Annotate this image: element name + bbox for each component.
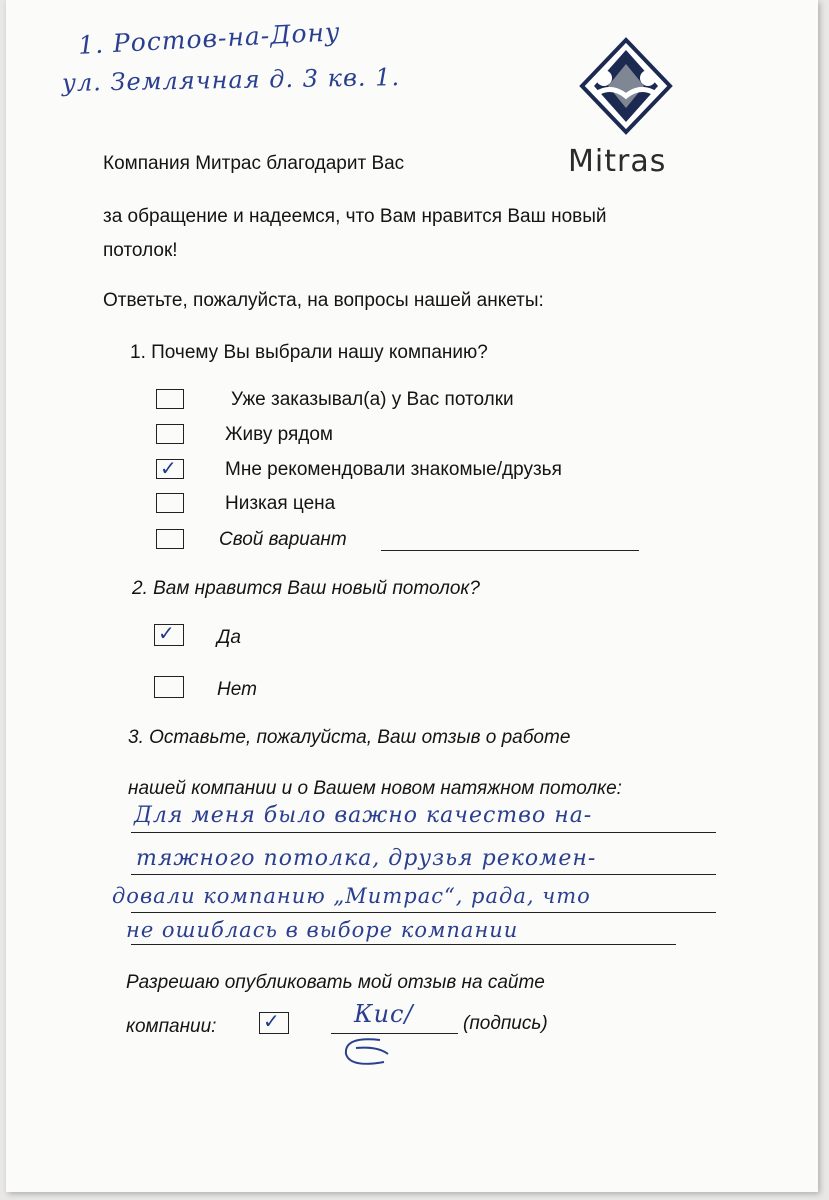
q3-title-line2: нашей компании и о Вашем новом натяжном потолке: [128,778,622,799]
signature: Кис/ [354,1000,414,1028]
q2-title: 2. Вам нравится Ваш новый потолок? [132,578,480,599]
answer-line-1 [131,832,716,833]
q1-option-1-label: Уже заказывал(а) у Вас потолки [231,389,514,410]
q1-option-4-label: Низкая цена [225,493,336,514]
handwritten-answer-line4: не ошиблась в выборе компании [126,918,519,942]
check-mark-icon: ✓ [160,456,177,480]
answer-line-4 [131,944,676,945]
answer-line-3 [131,912,716,913]
intro-line3: потолок! [103,240,178,261]
intro-line1: Компания Митрас благодарит Вас [103,153,405,174]
consent-prefix: компании: [126,1016,217,1037]
signature-label: (подпись) [463,1013,548,1034]
check-mark-icon: ✓ [158,621,175,645]
handwritten-address-line2: ул. Землячная д. 3 кв. 1. [61,63,401,97]
q2-option-no-checkbox[interactable] [154,676,184,698]
q1-option-5-checkbox[interactable] [156,529,184,549]
handwritten-answer-line3: довали компанию „Митрас“, рада, что [112,884,591,908]
consent-checkbox[interactable] [259,1009,289,1034]
mitras-logo [566,36,696,186]
consent-line1: Разрешаю опубликовать мой отзыв на сайте [126,972,545,993]
mitras-logo-icon [576,36,676,136]
handwritten-answer-line2: тяжного потолка, друзья рекомен- [136,846,597,871]
signature-flourish-icon [338,1034,398,1074]
q1-option-5-label: Свой вариант [219,529,347,550]
q1-option-3-checkbox[interactable] [156,456,184,480]
q1-option-3-label: Мне рекомендовали знакомые/друзья [225,459,562,480]
q2-option-yes-label: Да [217,627,241,648]
own-variant-line[interactable] [381,550,639,551]
survey-prompt: Ответьте, пожалуйста, на вопросы нашей анкеты: [103,290,544,311]
q1-option-1-checkbox[interactable] [156,389,184,409]
q2-option-yes-checkbox[interactable] [154,621,184,646]
answer-line-2 [131,874,716,875]
check-mark-icon: ✓ [263,1009,280,1033]
q1-title: 1. Почему Вы выбрали нашу компанию? [130,342,488,363]
q1-option-2-label: Живу рядом [225,424,333,445]
q2-option-no-label: Нет [217,679,257,700]
q3-title-line1: 3. Оставьте, пожалуйста, Ваш отзыв о работе [128,727,571,748]
handwritten-address-line1: 1. Ростов-на-Дону [77,17,342,60]
survey-sheet [6,0,818,1192]
logo-wordmark: Mitras [568,144,667,179]
q1-option-4-checkbox[interactable] [156,493,184,513]
intro-line2: за обращение и надеемся, что Вам нравится Ваш новый [103,206,607,227]
q1-option-2-checkbox[interactable] [156,424,184,444]
handwritten-answer-line1: Для меня было важно качество на- [134,803,593,828]
